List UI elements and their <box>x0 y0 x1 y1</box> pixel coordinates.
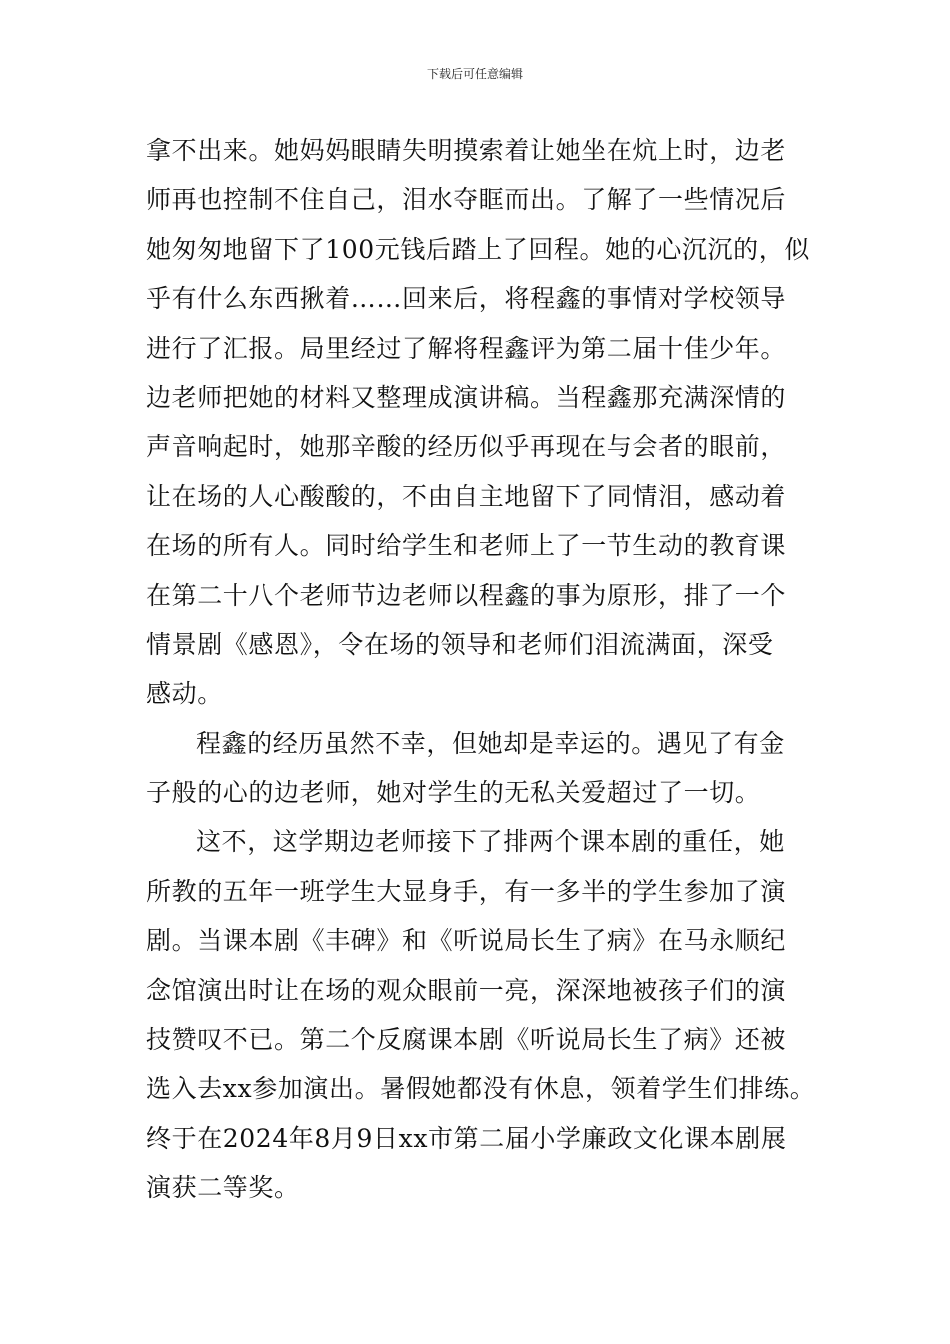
text-line: 声音响起时，她那辛酸的经历似乎再现在与会者的眼前， <box>146 432 787 462</box>
text-line: 她匆匆地留下了100元钱后踏上了回程。她的心沉沉的，似 <box>146 234 810 264</box>
text-line: 剧。当课本剧《丰碑》和《听说局长生了病》在马永顺纪 <box>146 926 787 956</box>
text-line: 在场的所有人。同时给学生和老师上了一节生动的教育课 <box>146 531 787 561</box>
page-header: 下载后可任意编辑 <box>426 67 523 81</box>
text-line: 所教的五年一班学生大显身手，有一多半的学生参加了演 <box>146 876 787 906</box>
text-line: 选入去xx参加演出。暑假她都没有休息，领着学生们排练。 <box>146 1074 816 1104</box>
text-line: 感动。 <box>146 679 223 709</box>
text-line: 让在场的人心酸酸的，不由自主地留下了同情泪，感动着 <box>146 481 787 511</box>
text-line: 进行了汇报。局里经过了解将程鑫评为第二届十佳少年。 <box>146 333 787 363</box>
text-line: 技赞叹不已。第二个反腐课本剧《听说局长生了病》还被 <box>146 1025 787 1055</box>
paragraph-start-line: 这不，这学期边老师接下了排两个课本剧的重任，她 <box>196 827 785 857</box>
text-line: 终于在2024年8月9日xx市第二届小学廉政文化课本剧展 <box>146 1123 787 1153</box>
text-line: 师再也控制不住自己，泪水夺眶而出。了解了一些情况后 <box>146 185 787 215</box>
document-body <box>146 126 816 1213</box>
text-line: 拿不出来。她妈妈眼睛失明摸索着让她坐在炕上时，边老 <box>146 136 787 165</box>
paragraph-start-line: 程鑫的经历虽然不幸，但她却是幸运的。遇见了有金 <box>196 728 785 758</box>
text-line: 情景剧《感恩》，令在场的领导和老师们泪流满面，深受 <box>146 629 774 659</box>
text-line: 乎有什么东西揪着……回来后，将程鑫的事情对学校领导 <box>146 284 787 314</box>
text-line: 在第二十八个老师节边老师以程鑫的事为原形，排了一个 <box>146 580 787 610</box>
text-line: 演获二等奖。 <box>146 1173 300 1203</box>
text-line: 子般的心的边老师，她对学生的无私关爱超过了一切。 <box>146 778 761 808</box>
text-line: 边老师把她的材料又整理成演讲稿。当程鑫那充满深情的 <box>146 382 787 412</box>
text-line: 念馆演出时让在场的观众眼前一亮，深深地被孩子们的演 <box>146 975 787 1005</box>
